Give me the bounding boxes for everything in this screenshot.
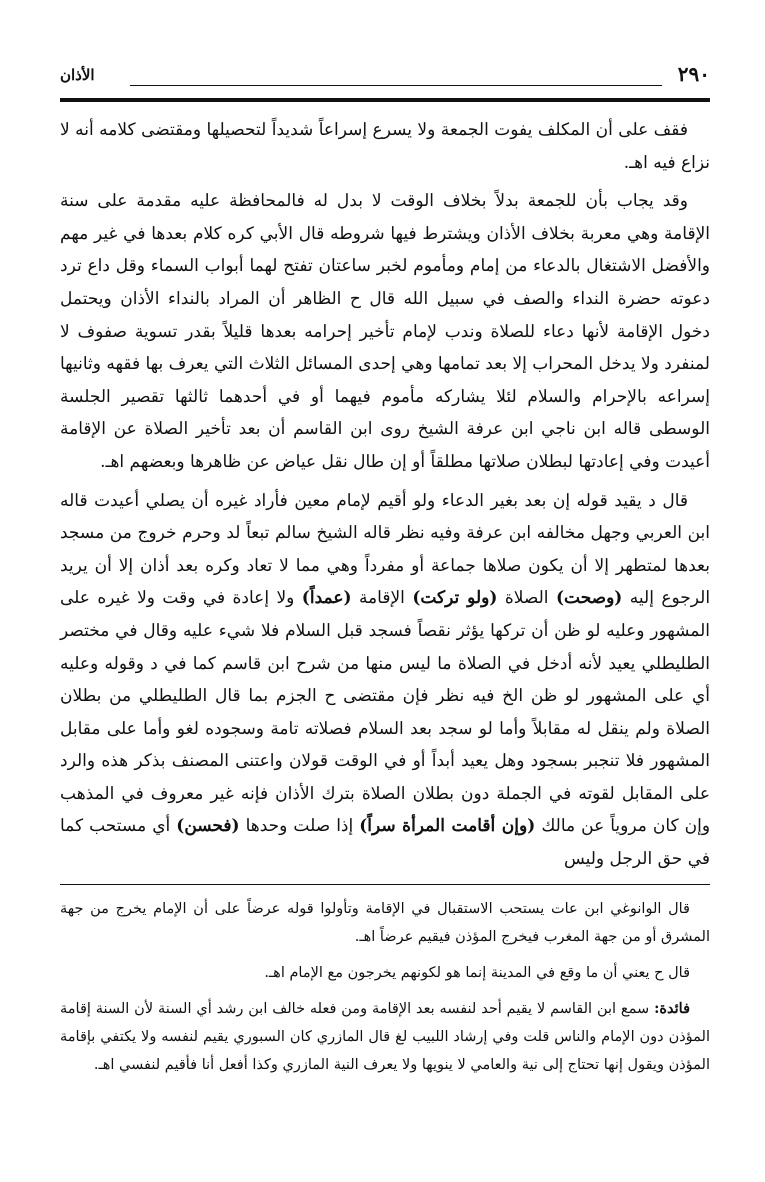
footnotes: [60, 895, 710, 1079]
footnote-separator: [60, 884, 710, 885]
paragraph-2: وقد يجاب بأن للجمعة بدلاً بخلاف الوقت لا بدل له فالمحافظة عليه مقدمة على سنة الإقامة وهي معربة بخلاف الأذان ويشترط فيها شروطه قال الأبي كره كلام بعدها في غير مهم والأفضل الاشتغال بالدعاء من إمام ومأموم لخبر ساعتان تفتح لهما أبواب السماء وقل داع ترد دعوته حضرة النداء والصف في سبيل الله قال ح الظاهر أن المراد بالنداء الأذان ويحتمل دخول الإقامة لأنها دعاء للصلاة وندب لإمام تأخير إحرامه بعدها قليلاً بقدر تسوية صفوف لا لمنفرد ولا يدخل المحراب إلا بعد تمامها وهي إحدى المسائل الثلاث التي يعرف بها فقهه وثانيها إسراعه بالإحرام والسلام لئلا يشاركه مأموم فيهما أو في أحدهما ثالثها تقصير الجلسة الوسطى قاله ابن ناجي ابن عرفة الشيخ روى ابن القاسم أن بعد تأخير الصلاة عن الإقامة أعيدت وفي إعادتها لبطلان صلاتها مطلقاً أو إن طال نقل عياض عن ظاهرها وبعضهم اهـ.: [60, 191, 710, 472]
main-text: [60, 114, 710, 876]
paragraph-3-text-f: أي مستحب كما في حق الرجل وليس: [60, 816, 710, 870]
bold-term-iqamat-almarah: (وإن أقامت المرأة سراً): [359, 816, 536, 837]
bold-term-amdan: (عمداً): [301, 588, 352, 609]
page-number: ٢٩٠: [677, 62, 710, 86]
bold-term-walaw-tarakat: (ولو تركت): [412, 588, 498, 609]
book-page: [60, 58, 710, 1138]
paragraph-3-text-e: إذا صلت وحدها: [245, 816, 354, 837]
footnote-2: قال ح يعني أن ما وقع في المدينة إنما هو لكونهم يخرجون مع الإمام اهـ.: [264, 964, 690, 981]
footnote-1: قال الوانوغي ابن عات يستحب الاستقبال في الإقامة وتأولوا قوله عرضاً على أن الإمام يخرج من جهة المشرق أو من جهة المغرب فيخرج المؤذن فيقيم عرضاً اهـ.: [60, 900, 710, 945]
paragraph-3-text-b: الصلاة: [504, 588, 549, 609]
paragraph-1: فقف على أن المكلف يفوت الجمعة ولا يسرع إسراعاً شديداً لتحصيلها ومقتضى كلامه أنه لا نزاع فيه اهـ.: [60, 120, 710, 173]
paragraph-3: [60, 485, 710, 876]
running-title: الأذان: [60, 66, 95, 84]
header-rule: [130, 85, 662, 86]
page-header: [60, 58, 710, 94]
footnote-3: [60, 995, 710, 1079]
header-thick-rule: [60, 98, 710, 102]
footnote-3-label: فائدة:: [654, 999, 691, 1017]
paragraph-3-text-a: قال د يقيد قوله إن بعد بغير الدعاء ولو أقيم لإمام معين فأراد غيره أن يصلي أعيدت قاله ابن العربي وجهل مخالفه ابن عرفة وفيه نظر قاله الشيخ سالم تبعاً لد وحرم خروج من مسجد بعدها لمتطهر إلا أن يكون صلاها جماعة أو مفرداً وهي مما لا تعاد وكره بعد أذان إلا أن يريد الرجوع إليه: [60, 490, 711, 609]
paragraph-3-text-d: ولا إعادة في وقت ولا غيره على المشهور وعليه لو ظن أن تركها يؤثر نقصاً فسجد قبل السلام فلا شيء عليه وقال في مختصر الطليطلي يعيد لأنه أدخل في الصلاة ما ليس منها من شرح ابن قاسم كما في د وقوله وعليه أي على المشهور لو ظن الخ فيه نظر فإن مقتضى ح الجزم بما قال الطليطلي من بطلان الصلاة ولم ينقل له مقابلاً وأما لو سجد بعد السلام فصلاته تامة وسجوده لغو وأما على مقابل المشهور فلا تنجبر بسجود وهل يعيد أبداً أو في الوقت قولان واعتنى المصنف بذكر هذه والرد على المقابل لقوته في الجملة دون بطلان الصلاة بترك الأذان فإنه غير معروف في المذهب وإن كان مروياً عن مالك: [60, 588, 711, 837]
paragraph-3-text-c: الإقامة: [358, 588, 405, 609]
bold-term-wasahhat: (وصحت): [555, 588, 623, 609]
bold-term-fahasan: (فحسن): [176, 816, 240, 837]
footnote-3-text: سمع ابن القاسم لا يقيم أحد لنفسه بعد الإقامة ومن فعله خالف ابن رشد أي السنة لأن السنة إقامة المؤذن دون الإمام والناس قلت وفي إرشاد اللبيب لغ قال المازري كان السبوري يقيم لنفسه ولا يكتفي بإقامة المؤذن ويقول إنها تحتاج إلى نية والعامي لا ينويها ولا يعرف النية المازري وكذا أفعل أنا فأقيم لنفسي اهـ.: [60, 1000, 710, 1073]
